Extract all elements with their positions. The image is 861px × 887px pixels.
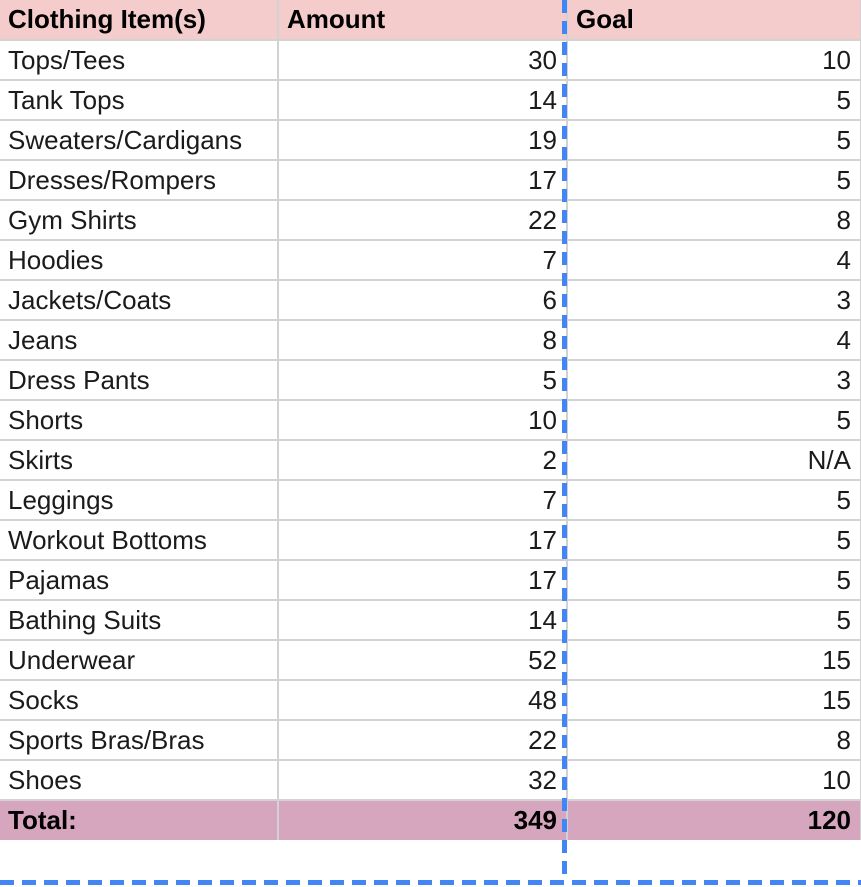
table-row [0,280,861,320]
total-goal-cell[interactable]: 120 [567,800,861,840]
goal-cell[interactable]: 5 [567,480,861,520]
amount-cell[interactable]: 17 [278,560,567,600]
goal-cell[interactable]: 10 [567,760,861,800]
page-break-vertical-line[interactable] [562,0,567,882]
goal-cell[interactable]: 5 [567,600,861,640]
item-cell[interactable]: Jackets/Coats [0,280,278,320]
table-row [0,480,861,520]
amount-cell[interactable]: 48 [278,680,567,720]
amount-cell[interactable]: 7 [278,240,567,280]
table-row [0,120,861,160]
goal-cell[interactable]: 4 [567,320,861,360]
table-row [0,680,861,720]
total-label-cell[interactable]: Total: [0,800,278,840]
item-cell[interactable]: Tank Tops [0,80,278,120]
item-cell[interactable]: Underwear [0,640,278,680]
table-row [0,560,861,600]
table-row [0,320,861,360]
table-row [0,640,861,680]
table-row [0,760,861,800]
amount-cell[interactable]: 8 [278,320,567,360]
table-row [0,440,861,480]
amount-cell[interactable]: 7 [278,480,567,520]
amount-cell[interactable]: 6 [278,280,567,320]
amount-cell[interactable]: 14 [278,600,567,640]
item-cell[interactable]: Workout Bottoms [0,520,278,560]
amount-cell[interactable]: 52 [278,640,567,680]
amount-cell[interactable]: 14 [278,80,567,120]
item-cell[interactable]: Socks [0,680,278,720]
goal-cell[interactable]: 4 [567,240,861,280]
item-cell[interactable]: Shoes [0,760,278,800]
item-cell[interactable]: Sports Bras/Bras [0,720,278,760]
goal-cell[interactable]: 15 [567,640,861,680]
item-cell[interactable]: Sweaters/Cardigans [0,120,278,160]
item-cell[interactable]: Hoodies [0,240,278,280]
goal-cell[interactable]: 15 [567,680,861,720]
goal-cell[interactable]: 8 [567,720,861,760]
item-cell[interactable]: Pajamas [0,560,278,600]
item-cell[interactable]: Skirts [0,440,278,480]
table-row [0,240,861,280]
goal-cell[interactable]: 5 [567,120,861,160]
goal-cell[interactable]: 10 [567,40,861,80]
total-amount-cell[interactable]: 349 [278,800,567,840]
table-row [0,200,861,240]
column-header-goal[interactable]: Goal [567,0,861,40]
amount-cell[interactable]: 17 [278,520,567,560]
amount-cell[interactable]: 30 [278,40,567,80]
item-cell[interactable]: Dress Pants [0,360,278,400]
amount-cell[interactable]: 19 [278,120,567,160]
goal-cell[interactable]: 3 [567,360,861,400]
table-row [0,600,861,640]
table-row [0,80,861,120]
goal-cell[interactable]: 5 [567,560,861,600]
header-row [0,0,861,40]
item-cell[interactable]: Shorts [0,400,278,440]
total-row [0,800,861,840]
table-row [0,160,861,200]
table-row [0,40,861,80]
amount-cell[interactable]: 2 [278,440,567,480]
goal-cell[interactable]: 8 [567,200,861,240]
goal-cell[interactable]: 5 [567,400,861,440]
item-cell[interactable]: Jeans [0,320,278,360]
goal-cell[interactable]: 3 [567,280,861,320]
amount-cell[interactable]: 22 [278,720,567,760]
item-cell[interactable]: Leggings [0,480,278,520]
amount-cell[interactable]: 5 [278,360,567,400]
goal-cell[interactable]: 5 [567,160,861,200]
item-cell[interactable]: Dresses/Rompers [0,160,278,200]
item-cell[interactable]: Bathing Suits [0,600,278,640]
column-header-amount[interactable]: Amount [278,0,567,40]
table-row [0,720,861,760]
goal-cell[interactable]: 5 [567,520,861,560]
table-row [0,400,861,440]
amount-cell[interactable]: 32 [278,760,567,800]
table-row [0,520,861,560]
amount-cell[interactable]: 10 [278,400,567,440]
table-body [0,40,861,800]
table-row [0,360,861,400]
column-header-clothing-item[interactable]: Clothing Item(s) [0,0,278,40]
item-cell[interactable]: Gym Shirts [0,200,278,240]
goal-cell[interactable]: 5 [567,80,861,120]
page-break-horizontal-line[interactable] [0,880,861,885]
amount-cell[interactable]: 22 [278,200,567,240]
amount-cell[interactable]: 17 [278,160,567,200]
item-cell[interactable]: Tops/Tees [0,40,278,80]
goal-cell[interactable]: N/A [567,440,861,480]
